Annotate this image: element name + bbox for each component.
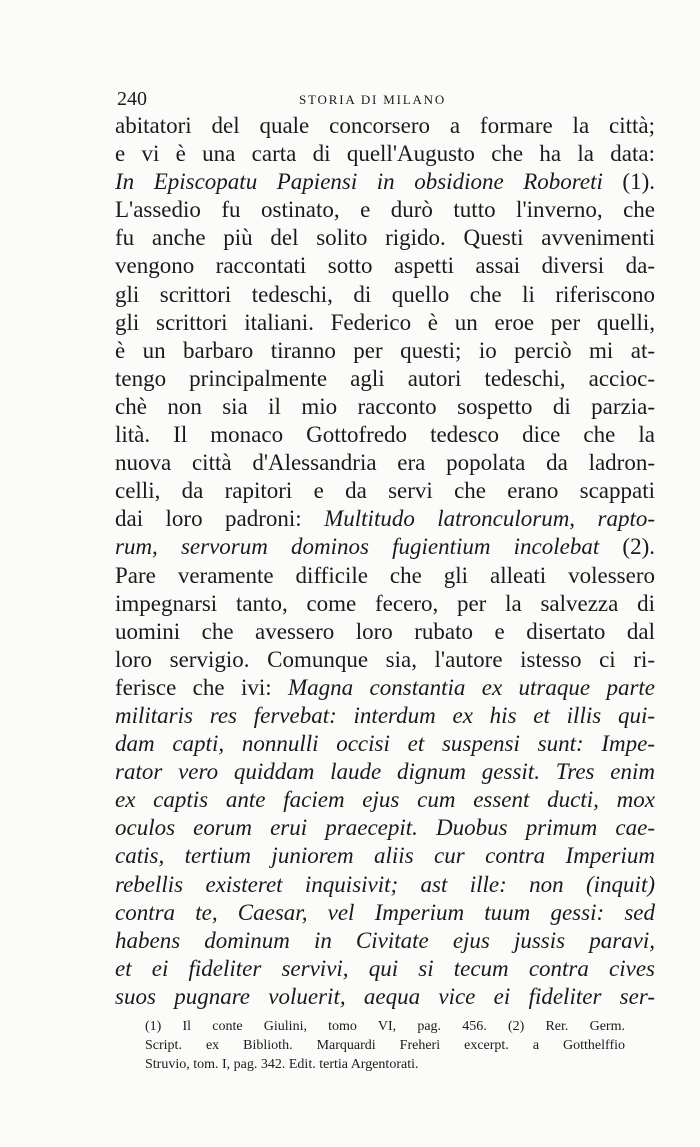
text-line xyxy=(115,112,655,140)
text-line xyxy=(115,786,655,814)
text-line xyxy=(115,562,655,590)
latin-quotation: Multitudo latronculorum, rapto- xyxy=(324,506,655,532)
latin-quotation: Magna constantia ex utraque parte xyxy=(288,674,655,700)
text-line xyxy=(115,899,655,927)
text-segment: gli scrittori tedeschi, di quello che li riferiscono xyxy=(115,281,655,307)
text-line xyxy=(115,505,655,533)
text-line xyxy=(115,646,655,674)
text-segment: uomini che avessero loro rubato e disertato dal xyxy=(115,618,655,644)
text-segment: e vi è una carta di quell'Augusto che ha la data: xyxy=(115,141,655,167)
text-line xyxy=(115,730,655,758)
latin-quotation: et ei fideliter servivi, qui si tecum contra cives xyxy=(115,955,655,981)
footnote-line: (1) Il conte Giulini, tomo VI, pag. 456. (2) Rer. Germ. xyxy=(145,1019,625,1034)
text-line xyxy=(115,393,655,421)
text-line xyxy=(115,168,655,196)
text-segment: (2). xyxy=(599,534,655,560)
text-line xyxy=(115,533,655,561)
latin-quotation: dam capti, nonnulli occisi et suspensi sunt: Impe- xyxy=(115,731,655,757)
text-line xyxy=(115,758,655,786)
latin-quotation: oculos eorum erui praecepit. Duobus primum cae- xyxy=(115,815,655,841)
footnotes xyxy=(145,1017,625,1074)
text-segment: tengo principalmente agli autori tedeschi, accioc- xyxy=(115,365,655,391)
text-segment: nuova città d'Alessandria era popolata da ladron- xyxy=(115,450,655,476)
text-line xyxy=(115,140,655,168)
text-segment: celli, da rapitori e da servi che erano scappati xyxy=(115,478,655,504)
text-segment: gli scrittori italiani. Federico è un eroe per quelli, xyxy=(115,309,655,335)
text-segment: abitatori del quale concorsero a formare la città; xyxy=(115,113,655,138)
running-head xyxy=(115,86,655,112)
text-segment: vengono raccontati sotto aspetti assai diversi da- xyxy=(115,253,655,279)
text-line xyxy=(115,337,655,365)
text-line xyxy=(115,983,655,1011)
text-segment: impegnarsi tanto, come fecero, per la salvezza di xyxy=(115,590,655,616)
latin-quotation: habens dominum in Civitate ejus jussis paravi, xyxy=(115,927,655,953)
text-line xyxy=(115,674,655,702)
text-segment: fu anche più del solito rigido. Questi avvenimenti xyxy=(115,225,655,251)
text-line xyxy=(115,871,655,899)
text-line xyxy=(115,814,655,842)
text-segment: ferisce che ivi: xyxy=(115,674,288,700)
text-line xyxy=(115,477,655,505)
latin-quotation: In Episcopatu Papiensi in obsidione Roboreti xyxy=(115,169,603,195)
text-line xyxy=(115,955,655,983)
book-page xyxy=(115,86,655,1011)
text-line xyxy=(115,224,655,252)
text-line xyxy=(115,449,655,477)
text-segment: lità. Il monaco Gottofredo tedesco dice che la xyxy=(115,422,655,448)
text-segment: loro servigio. Comunque sia, l'autore istesso ci ri- xyxy=(115,646,655,672)
text-segment: dai loro padroni: xyxy=(115,506,325,532)
latin-quotation: contra te, Caesar, vel Imperium tuum gessi: sed xyxy=(115,899,655,925)
text-line xyxy=(115,252,655,280)
text-line xyxy=(115,281,655,309)
text-line xyxy=(115,618,655,646)
page-number: 240 xyxy=(117,88,147,110)
text-segment: (1). xyxy=(602,169,655,195)
latin-quotation: militaris res fervebat: interdum ex his et illis qui- xyxy=(115,702,655,728)
latin-quotation: catis, tertium juniorem aliis cur contra Imperium xyxy=(115,843,655,869)
latin-quotation: rebellis existeret inquisivit; ast ille: non (inquit) xyxy=(115,871,655,897)
text-line xyxy=(115,842,655,870)
running-title: STORIA DI MILANO xyxy=(299,92,447,107)
text-line xyxy=(115,702,655,730)
latin-quotation: suos pugnare voluerit, aequa vice ei fideliter ser- xyxy=(115,983,655,1009)
text-line xyxy=(115,365,655,393)
text-line xyxy=(115,309,655,337)
latin-quotation: rum, servorum dominos fugientium incolebat xyxy=(115,534,600,560)
body-text xyxy=(115,112,655,1011)
text-segment: chè non sia il mio racconto sospetto di parzia- xyxy=(115,393,655,419)
text-line xyxy=(115,196,655,224)
footnote-line: Struvio, tom. I, pag. 342. Edit. tertia Argentorati. xyxy=(145,1057,419,1072)
text-segment: è un barbaro tiranno per questi; io perciò mi at- xyxy=(115,337,655,363)
latin-quotation: ex captis ante faciem ejus cum essent ducti, mox xyxy=(115,787,655,813)
text-segment: L'assedio fu ostinato, e durò tutto l'inverno, che xyxy=(115,197,655,223)
text-line xyxy=(115,927,655,955)
latin-quotation: rator vero quiddam laude dignum gessit. Tres enim xyxy=(115,759,655,785)
text-line xyxy=(115,421,655,449)
text-line xyxy=(115,590,655,618)
footnote-line: Script. ex Biblioth. Marquardi Freheri excerpt. a Gotthelffio xyxy=(145,1038,625,1053)
text-segment: Pare veramente difficile che gli alleati volessero xyxy=(115,562,655,588)
